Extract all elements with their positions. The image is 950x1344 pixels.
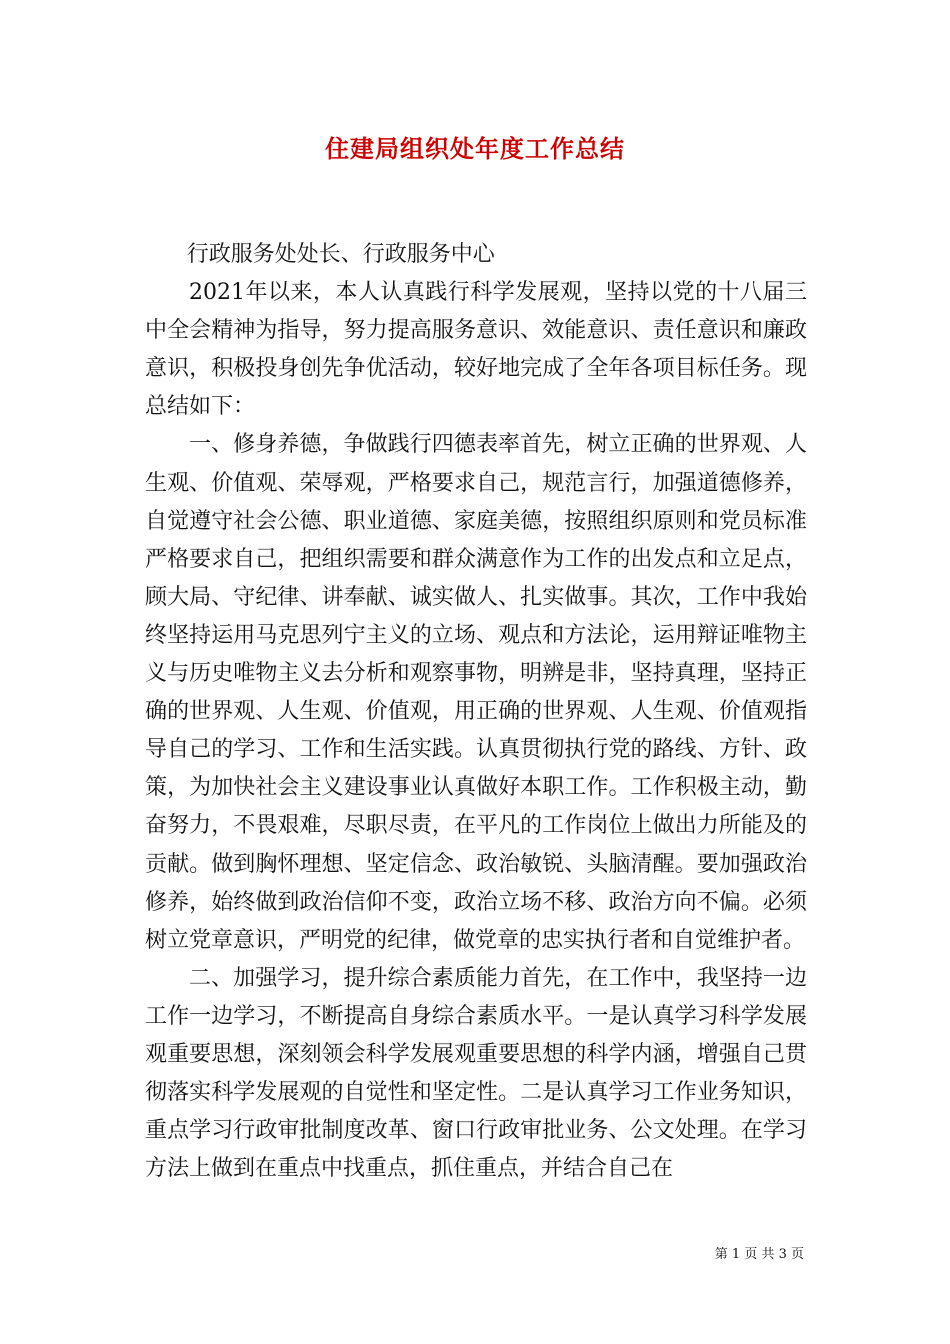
paragraph-subtitle: 行政服务处处长、行政服务中心	[186, 242, 495, 267]
document-body	[145, 236, 807, 1188]
paragraph-intro: 2021年以来，本人认真践行科学发展观，坚持以党的十八届三中全会精神为指导，努力提高服务意识、效能意识、责任意识和廉政意识，积极投身创先争优活动，较好地完成了全年各项目标任务。现总结如下：	[145, 280, 807, 420]
paragraph-section-two: 二、加强学习，提升综合素质能力首先，在工作中，我坚持一边工作一边学习，不断提高自身综合素质水平。一是认真学习科学发展观重要思想，深刻领会科学发展观重要思想的科学内涵，增强自己贯彻落实科学发展观的自觉性和坚定性。二是认真学习工作业务知识，重点学习行政审批制度改革、窗口行政审批业务、公文处理。在学习方法上做到在重点中找重点，抓住重点，并结合自己在	[145, 965, 807, 1182]
document-title: 住建局组织处年度工作总结	[325, 135, 625, 163]
page-number-footer: 第 1 页 共 3 页	[714, 1247, 804, 1262]
paragraph-section-one: 一、修身养德，争做践行四德表率首先，树立正确的世界观、人生观、价值观、荣辱观，严格要求自己，规范言行，加强道德修养，自觉遵守社会公德、职业道德、家庭美德，按照组织原则和党员标准严格要求自己，把组织需要和群众满意作为工作的出发点和立足点，顾大局、守纪律、讲奉献、诚实做人、扎实做事。其次，工作中我始终坚持运用马克思列宁主义的立场、观点和方法论，运用辩证唯物主义与历史唯物主义去分析和观察事物，明辨是非，坚持真理，坚持正确的世界观、人生观、价值观，用正确的世界观、人生观、价值观指导自己的学习、工作和生活实践。认真贯彻执行党的路线、方针、政策，为加快社会主义建设事业认真做好本职工作。工作积极主动，勤奋努力，不畏艰难，尽职尽责，在平凡的工作岗位上做出力所能及的贡献。做到胸怀理想、坚定信念、政治敏锐、头脑清醒。要加强政治修养，始终做到政治信仰不变，政治立场不移、政治方向不偏。必须树立党章意识，严明党的纪律，做党章的忠实执行者和自觉维护者。	[145, 432, 807, 953]
